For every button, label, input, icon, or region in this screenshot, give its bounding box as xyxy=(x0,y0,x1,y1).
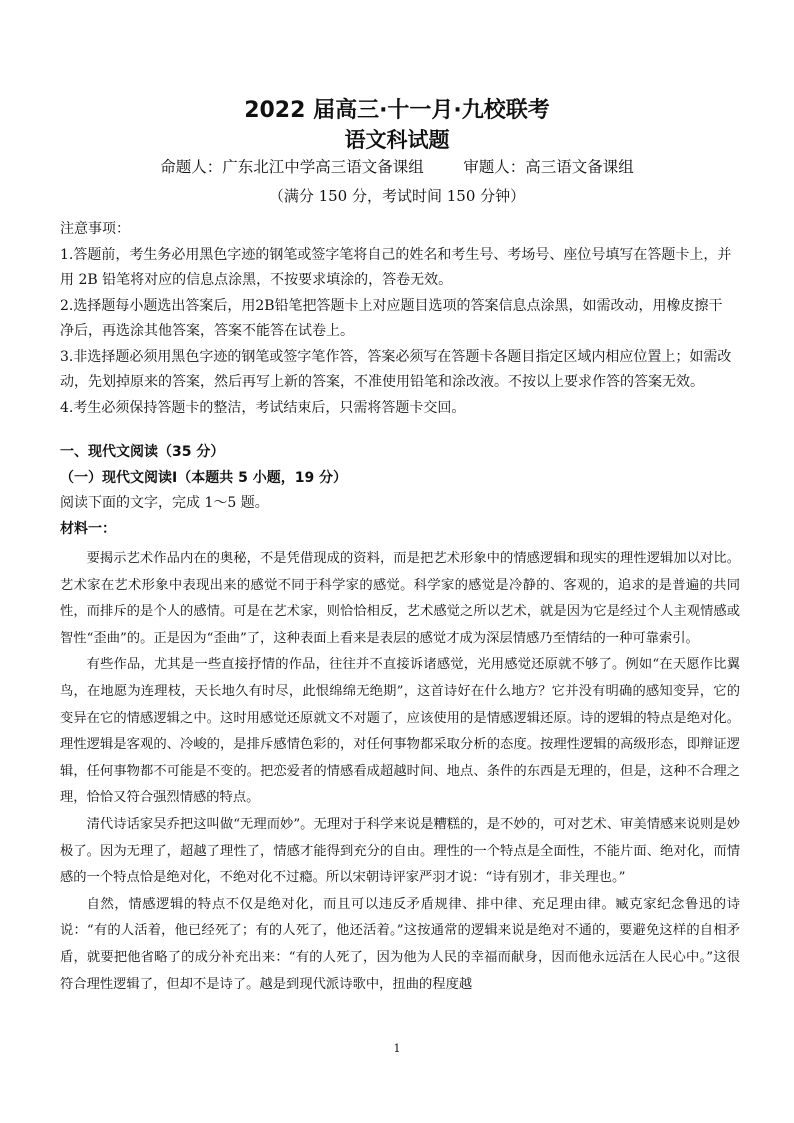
section-block xyxy=(60,440,736,542)
title-block xyxy=(0,96,794,154)
notice-item: 4.考生必须保持答题卡的整洁，考试结束后，只需将答题卡交回。 xyxy=(60,399,466,416)
page-number: 1 xyxy=(393,1042,401,1055)
article-paragraph: 有些作品，尤其是一些直接抒情的作品，往往并不直接诉诸感觉，光用感觉还原就不够了。例如“在天愿作比翼鸟，在地愿为连理枝，天长地久有时尽，此恨绵绵无绝期”，这首诗好在什么地方？它并没有明确的感知变异，它的变异在它的情感逻辑之中。这时用感觉还原就文不对题了，应该使用的是情感逻辑还原。诗的逻辑的特点是绝对化。理性逻辑是客观的、冷峻的，是排斥感情色彩的，对任何事物都采取分析的态度。按理性逻辑的高级形态，即辩证逻辑，任何事物都不可能是不变的。把恋爱者的情感看成超越时间、地点、条件的东西是无理的，但是，这种不合理之理，恰恰又符合强烈情感的特点。 xyxy=(60,657,740,806)
article-paragraph: 要揭示艺术作品内在的奥秘，不是凭借现成的资料，而是把艺术形象中的情感逻辑和现实的理性逻辑加以对比。艺术家在艺术形象中表现出来的感觉不同于科学家的感觉。科学家的感觉是冷静的、客观的，追求的是普遍的共同性，而排斥的是个人的感情。可是在艺术家，则恰恰相反，艺术感觉之所以艺术，就是因为它是经过个人主观情感或智性“歪曲”的。正是因为“歪曲”了，这种表面上看来是表层的感觉才成为深层情感乃至情结的一种可靠索引。 xyxy=(60,551,740,646)
section-instruction: 阅读下面的文字，完成 1～5 题。 xyxy=(60,495,269,511)
notice-item: 1.答题前，考生务必用黑色字迹的钢笔或签字笔将自己的姓名和考生号、考场号、座位号填写在答题卡上，并用 2B 铅笔将对应的信息点涂黑，不按要求填涂的，答卷无效。 xyxy=(60,246,732,288)
section-heading: 一、现代文阅读（35 分） xyxy=(60,444,225,460)
notice-heading: 注意事项： xyxy=(60,221,130,237)
notice-block xyxy=(60,217,736,421)
exam-subtitle: 语文科试题 xyxy=(344,128,450,152)
exam-title: 2022 届高三·十一月·九校联考 xyxy=(244,98,550,123)
authors-line: 命题人：广东北江中学高三语文备课组 审题人：高三语文备课组 xyxy=(160,158,634,176)
notice-item: 2.选择题每小题选出答案后，用2B铅笔把答题卡上对应题目选项的答案信息点涂黑，如需改动，用橡皮擦干净后，再选涂其他答案，答案不能答在试卷上。 xyxy=(60,297,723,339)
article-paragraph: 清代诗话家吴乔把这叫做“无理而妙”。无理对于科学来说是糟糕的，是不妙的，可对艺术、审美情感来说则是妙极了。因为无理了，超越了理性了，情感才能得到充分的自由。理性的一个特点是全面性，不能片面、绝对化，而情感的一个特点恰是绝对化，不绝对化不过瘾。所以宋朝诗评家严羽才说：“诗有别才，非关理也。” xyxy=(60,816,740,886)
score-time-line: （满分 150 分，考试时间 150 分钟） xyxy=(268,187,526,205)
notice-item: 3.非选择题必须用黑色字迹的钢笔或签字笔作答，答案必须写在答题卡各题目指定区域内相应位置上；如需改动，先划掉原来的答案，然后再写上新的答案，不准使用铅笔和涂改液。不按以上要求作答的答案无效。 xyxy=(60,348,732,390)
article-paragraph: 自然，情感逻辑的特点不仅是绝对化，而且可以违反矛盾规律、排中律、充足理由律。臧克家纪念鲁迅的诗说：“有的人活着，他已经死了；有的人死了，他还活着。”这按通常的逻辑来说是绝对不通的，要避免这样的自相矛盾，就要把他省略了的成分补充出来：“有的人死了，因为他为人民的幸福而献身，因而他永远活在人民心中。”这很符合理性逻辑了，但却不是诗了。越是到现代派诗歌中，扭曲的程度越 xyxy=(60,896,740,992)
section-subheading: （一）现代文阅读Ⅰ（本题共 5 小题，19 分） xyxy=(60,469,348,486)
material-label: 材料一： xyxy=(60,520,116,537)
reading-article xyxy=(60,546,740,998)
